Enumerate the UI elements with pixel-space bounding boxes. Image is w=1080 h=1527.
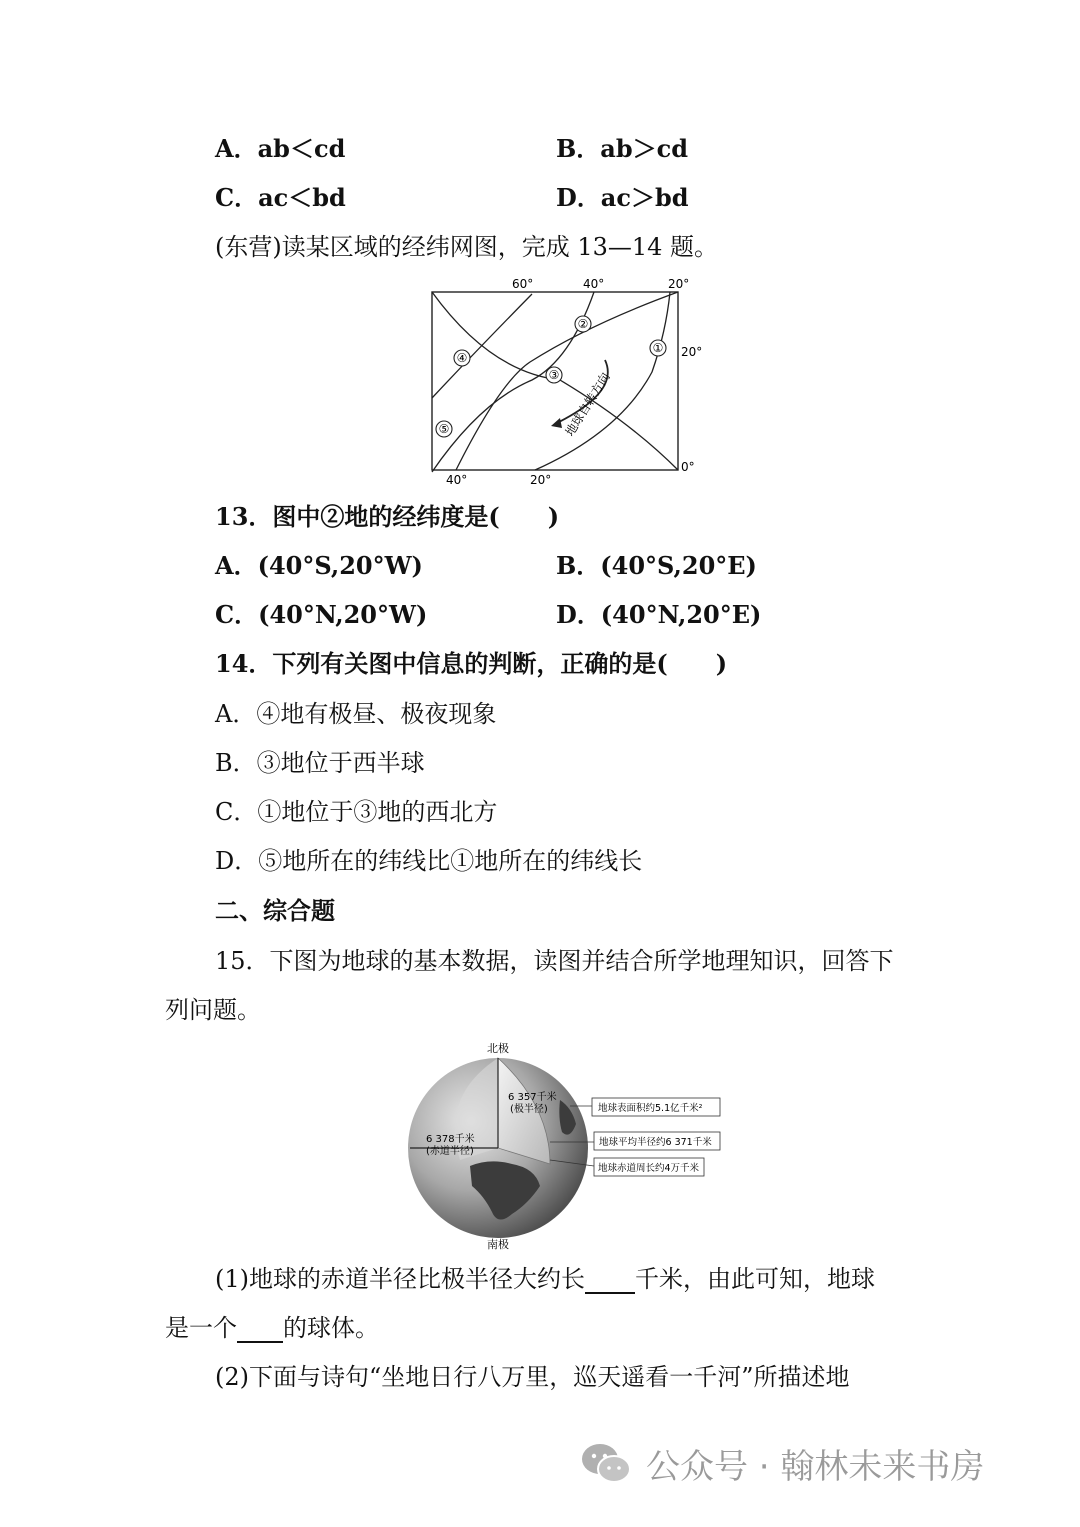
- polar-radius-value: 6 357千米: [508, 1092, 557, 1103]
- bottom-label-20: 20°: [530, 473, 552, 487]
- intro-13-14: (东营)读某区域的经纬网图，完成 13—14 题。: [215, 233, 719, 261]
- q12-option-c: C．ac＜bd: [215, 183, 346, 212]
- q12-option-d: D．ac＞bd: [556, 183, 689, 212]
- q15-sub1-line2-part2: 的球体。: [283, 1314, 379, 1342]
- point-3: [546, 367, 562, 383]
- q15-sub1-line1: [215, 1264, 875, 1294]
- svg-text:②: ②: [577, 317, 589, 331]
- watermark-text: 公众号 · 翰林未来书房: [646, 1446, 985, 1487]
- q14-option-d: D．⑤地所在的纬线比①地所在的纬线长: [215, 847, 643, 875]
- svg-text:③: ③: [548, 368, 560, 382]
- north-pole-label: 北极: [487, 1042, 509, 1055]
- svg-text:④: ④: [456, 351, 468, 365]
- lat-long-grid-figure: [420, 272, 710, 492]
- polar-radius-name: (极半径): [510, 1104, 548, 1115]
- svg-text:⑤: ⑤: [438, 422, 450, 436]
- rotation-label: 地球自转方向: [562, 370, 613, 439]
- wechat-icon: [580, 1441, 632, 1485]
- callout-circumference: 地球赤道周长约4万千米: [598, 1163, 700, 1174]
- equatorial-radius-name: (赤道半径): [426, 1146, 474, 1157]
- q14-stem: 14．下列有关图中信息的判断，正确的是( ): [215, 649, 728, 678]
- q13-option-b: B．(40°S,20°E): [556, 551, 757, 580]
- top-label-60: 60°: [512, 277, 534, 291]
- q15-sub1-part1: (1)地球的赤道半径比极半径大约长: [215, 1265, 585, 1293]
- globe-figure: [400, 1036, 730, 1254]
- callout-radius: 地球平均半径约6 371千米: [599, 1137, 712, 1148]
- q13-option-c: C．(40°N,20°W): [215, 600, 428, 629]
- callout-area: 地球表面积约5.1亿千米²: [598, 1103, 703, 1114]
- top-label-20: 20°: [668, 277, 690, 291]
- q14-option-b: B．③地位于西半球: [215, 749, 425, 777]
- watermark: [580, 1438, 984, 1488]
- right-label-20: 20°: [681, 345, 703, 359]
- point-5: [436, 421, 452, 437]
- point-4: [454, 350, 470, 366]
- q15-sub1-line2-part1: 是一个: [165, 1314, 237, 1342]
- q12-option-a: A．ab＜cd: [215, 134, 346, 163]
- q14-option-a: A．④地有极昼、极夜现象: [215, 700, 497, 728]
- q12-option-b: B．ab＞cd: [556, 134, 689, 163]
- q13-option-a: A．(40°S,20°W): [215, 551, 423, 580]
- top-label-40: 40°: [583, 277, 605, 291]
- point-2: [575, 316, 591, 332]
- q15-stem-line1: 15．下图为地球的基本数据，读图并结合所学地理知识，回答下: [215, 947, 894, 975]
- right-label-0: 0°: [681, 460, 695, 474]
- q15-stem-line2: 列问题。: [165, 996, 261, 1024]
- section-heading: 二、综合题: [215, 896, 335, 925]
- bottom-label-40: 40°: [446, 473, 468, 487]
- answer-blank-2[interactable]: [237, 1317, 283, 1343]
- south-pole-label: 南极: [487, 1238, 509, 1251]
- q14-option-c: C．①地位于③地的西北方: [215, 798, 498, 826]
- q15-sub1-line2: [165, 1313, 379, 1343]
- equatorial-radius-value: 6 378千米: [426, 1134, 475, 1145]
- svg-text:①: ①: [652, 341, 664, 355]
- point-1: [650, 340, 666, 356]
- q15-sub2: (2)下面与诗句“坐地日行八万里，巡天遥看一千河”所描述地: [215, 1363, 850, 1391]
- q13-stem: 13．图中②地的经纬度是( ): [215, 502, 560, 531]
- q13-option-d: D．(40°N,20°E): [556, 600, 762, 629]
- answer-blank-1[interactable]: [585, 1268, 635, 1294]
- q15-sub1-part2: 千米，由此可知，地球: [635, 1265, 875, 1293]
